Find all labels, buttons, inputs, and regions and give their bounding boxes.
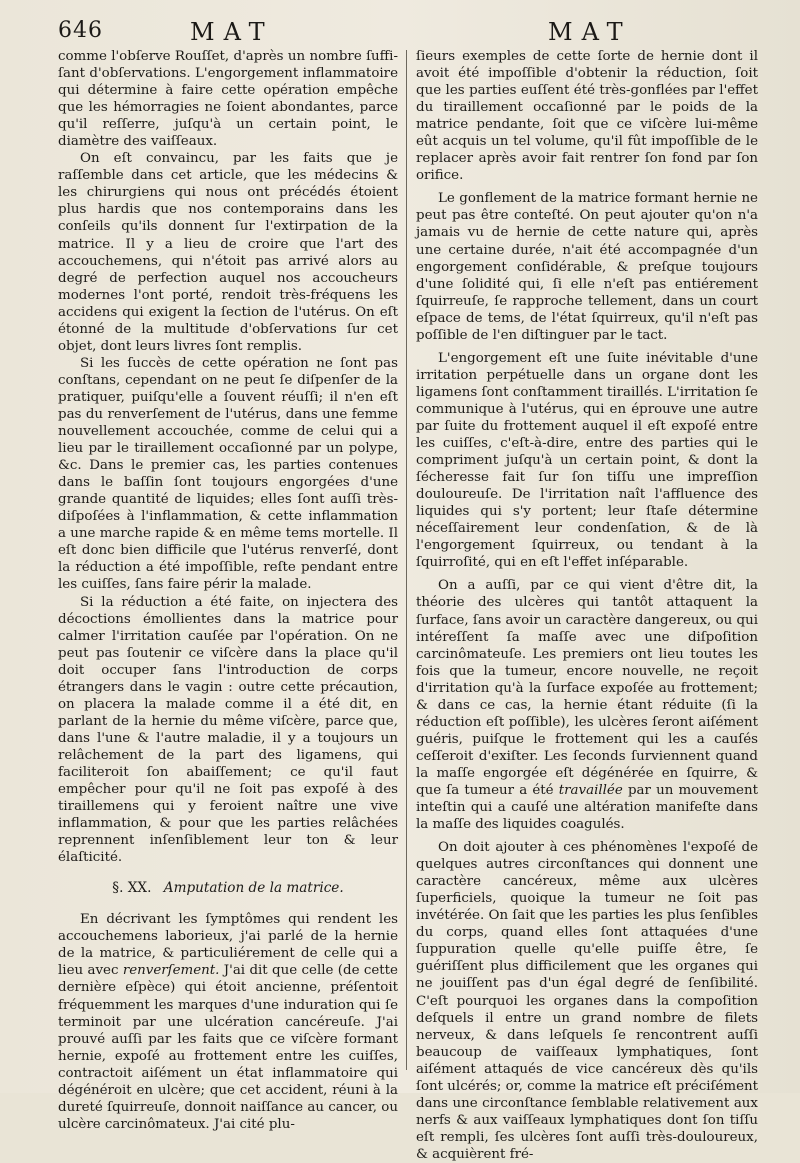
paragraph: Si la réduction a été faite, on injectera des décoctions émollientes dans la matrice pour calmer l'irritation cauſée par l'opération. On ne peut pas ſoutenir ce viſcère dans la place qu'il doit occuper ſans l'introduction de corps étrangers dans le vagin : outre cette précaution, on placera la malade comme il a été dit, en parlant de la hernie du même viſcère, parce que, dans l'une & l'autre maladie, il y a toujours un relâchement de la part des ligamens, qui faciliteroit ſon abaiſſement; ce qu'il faut empêcher pour qu'il ne ſoit pas expoſé à des tiraillemens qui y feroient naître une vive inflammation, & pour que les parties relâchées reprennent inſenſiblement leur ton & leur élaſticité.: [58, 594, 398, 866]
section-heading: [58, 880, 398, 897]
paragraph: L'engorgement eſt une ſuite inévitable d'une irritation perpétuelle dans un organe dont les ligamens ſont conſtamment tiraillés. L'irritation ſe communique à l'utérus, qui en éprouve une autre par ſuite du frottement auquel il eſt expoſé entre les cuiſſes, c'eſt-à-dire, entre des parties qui le compriment juſqu'à un certain point, & dont la ſécheresse fait ſur ſon tiſſu une impreſſion douloureuſe. De l'irritation naît l'affluence des liquides qui s'y portent; leur ſtaſe détermine néceſſairement leur condenſation, & de là l'engorgement ſquirreux, ou tendant à la ſquirroſité, qui en eſt l'effet inſéparable.: [416, 350, 758, 571]
paragraph: [58, 911, 398, 1133]
paragraph: On eſt convaincu, par les faits que je raſſemble dans cet article, que les médecins & les chirurgiens qui nous ont précédés étoient plus hardis que nos contemporains dans les conſeils qu'ils donnent ſur l'extirpation de la matrice. Il y a lieu de croire que l'art des accouchemens, qui n'étoit pas arrivé alors au degré de perfection auquel nos accoucheurs modernes l'ont porté, rendoit très-fréquens les accidens qui exigent la ſection de l'utérus. On eſt étonné de la multitude d'obſervations ſur cet objet, dont leurs livres ſont remplis.: [58, 151, 398, 354]
paragraph: Le gonflement de la matrice formant hernie ne peut pas être conteſté. On peut ajouter qu'on n'a jamais vu de hernie de cette nature qui, après une certaine durée, n'ait été accompagnée d'un engorgement conſidérable, & preſque toujours d'une ſolidité qui, ſi elle n'eſt pas entiérement ſquirreuſe, ſe rapproche tellement, dans un court eſpace de tems, de l'état ſquirreux, qu'il n'eſt pas poſſible de l'en diſtinguer par le tact.: [416, 191, 758, 343]
right-column: [416, 48, 758, 1163]
page-header: [58, 16, 760, 50]
paragraph-text: J'ai dit que celle (de cette dernière eſpèce) qui étoit ancienne, préſentoit fréquemment les marques d'une induration qui ſe terminoit par une ulcération cancéreuſe. J'ai prouvé auſſi par les faits que ce viſcère formant hernie, expoſé au frottement entre les cuiſſes, contractoit aiſément un état inflammatoire qui dégénéroit en ulcère; que cet accident, réuni à la dureté ſquirreuſe, donnoit naiſſance au cancer, ou ulcère carcinômateux. J'ai cité plu-: [58, 963, 398, 1132]
section-title: Amputation de la matrice.: [163, 880, 344, 897]
paragraph: Si les ſuccès de cette opération ne ſont pas conſtans, cependant on ne peut ſe diſpenſer de la pratiquer, puiſqu'elle a ſouvent réuſſi; il n'en eſt pas du renverſement de l'utérus, dans une femme nouvellement accouchée, comme de celui qui a lieu par le tiraillement occaſionné par un polype, &c. Dans le premier cas, les parties contenues dans le baſſin ſont toujours engorgées d'une grande quantité de liquides; elles ſont auſſi très-diſpoſées à l'inflammation, & cette inflammation a une marche rapide & en même tems mortelle. Il eſt donc bien difficile que l'utérus renverſé, dont la réduction a été impoſſible, reſte pendant entre les cuiſſes, ſans faire périr la malade.: [58, 355, 398, 593]
page-number: 646: [58, 18, 103, 43]
paragraph: On doit ajouter à ces phénomènes l'expoſé de quelques autres circonſtances qui donnent une caractère cancéreux, même aux ulcères ſuperficiels, quoique la tumeur ne ſoit pas invétérée. On ſait que les parties les plus ſenſibles du corps, quand elles ſont attaquées d'une ſuppuration quelle qu'elle puiſſe être, ſe guériſſent plus difficilement que les organes qui ne jouiſſent pas d'un égal degré de ſenſibilité. C'eſt pourquoi les organes dans la compoſition deſquels il entre un grand nombre de filets nerveux, & dans leſquels ſe rencontrent auſſi beaucoup de vaiſſeaux lymphatiques, ſont aiſément attaqués de vice cancéreux dès qu'ils ſont ulcérés; or, comme la matrice eſt préciſément dans une circonſtance ſemblable relativement aux nerfs & aux vaiſſeaux lymphatiques dont ſon tiſſu eſt rempli, ſes ulcères ſont auſſi très-douloureux, & acquièrent fré-: [416, 840, 758, 1162]
section-label: §. XX.: [112, 880, 152, 897]
italic-term: travaillée: [558, 782, 623, 798]
paragraph: [416, 577, 758, 833]
paragraph: ſieurs exemples de cette ſorte de hernie dont il avoit été impoſſible d'obtenir la réduction, ſoit que les parties euſſent été très-gonflées par l'effet du tiraillement occaſionné par le poids de la matrice pendante, ſoit que ce viſcère lui-même eût acquis un tel volume, qu'il fût impoſſible de le replacer après avoir fait rentrer ſon fond par ſon orifice.: [416, 49, 758, 184]
paragraph-text: On a auſſi, par ce qui vient d'être dit, la théorie des ulcères qui tantôt attaquent la ſurface, ſans avoir un caractère dangereux, ou qui intéreſſent ſa maſſe avec une diſpoſition carcinômateuſe. Les premiers ont lieu toutes les fois que la tumeur, encore nouvelle, ne reçoit d'irritation qu'à la ſurface expoſée au frottement; & dans ce cas, la hernie étant réduite (ſi la réduction eſt poſſible), les ulcères ſeront aiſément guéris, puiſque le frottement qui les a cauſés ceſſeroit d'exiſter. Les ſeconds ſurviennent quand la maſſe engorgée eſt dégénérée en ſquirre, & que ſa tumeur a été: [416, 578, 758, 798]
paragraph: comme l'obſerve Rouſſet, d'après un nombre ſuffiſant d'obſervations. L'engorgement inflammatoire qui détermine à faire cette opération empêche que les hémorragies ne ſoient abondantes, parce qu'il reſſerre, juſqu'à un certain point, le diamètre des vaiſſeaux.: [58, 49, 398, 150]
italic-term: renverſement.: [122, 963, 220, 979]
column-divider: [406, 50, 407, 1070]
paragraph-text: par un mouvement inteſtin qui a cauſé une altération manifeſte dans la maſſe des liquides coagulés.: [416, 782, 758, 833]
running-head-right: MAT: [548, 18, 632, 46]
running-head-left: MAT: [190, 18, 274, 46]
paragraph-text: En décrivant les ſymptômes qui rendent les accouchemens laborieux, j'ai parlé de la hernie de la matrice, & particuliérement de celle qui a lieu avec: [58, 912, 398, 979]
left-column: [58, 48, 398, 1133]
